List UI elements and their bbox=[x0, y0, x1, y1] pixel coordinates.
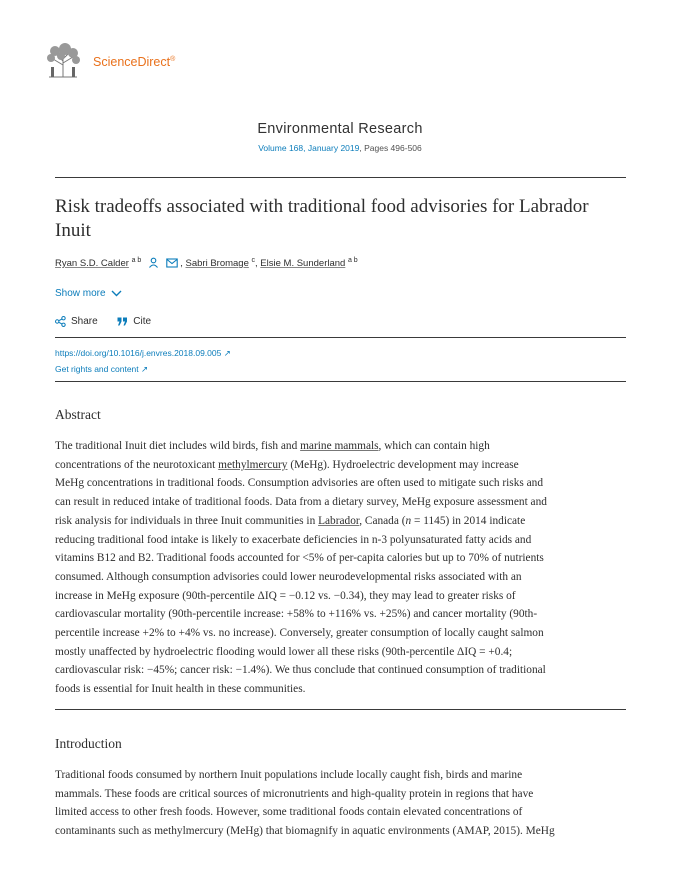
topic-link[interactable]: methylmercury bbox=[218, 458, 288, 471]
introduction-body bbox=[55, 766, 626, 841]
author-link[interactable]: Elsie M. Sunderland bbox=[260, 258, 346, 270]
abstract-heading: Abstract bbox=[55, 407, 101, 422]
abstract-line: cardiovascular mortality (90th-percentile increase: +58% to +116% vs. +25%) and cancer mortality (90th- bbox=[55, 608, 538, 621]
abstract-line: reducing traditional food intake is likely to exacerbate deficiencies in n-3 polyunsaturated fatty acids and bbox=[55, 533, 532, 546]
elsevier-logo[interactable] bbox=[43, 43, 83, 78]
abstract-line: The traditional Inuit diet includes wild birds, fish and marine mammals, which can contain high bbox=[55, 440, 490, 452]
abstract-line: foods is essential for Inuit health in these communities. bbox=[55, 683, 306, 696]
author-affiliation[interactable]: a b bbox=[131, 257, 142, 264]
author-affiliation[interactable]: a b bbox=[347, 257, 358, 264]
topic-link[interactable]: marine mammals bbox=[300, 440, 379, 452]
envelope-icon[interactable] bbox=[166, 258, 178, 268]
divider bbox=[55, 177, 626, 178]
divider bbox=[55, 709, 626, 710]
abstract-line: can result in reduced intake of traditional foods. Data from a dietary survey, MeHg exposure assessment and bbox=[55, 496, 547, 509]
divider bbox=[55, 381, 626, 382]
person-icon[interactable] bbox=[148, 257, 159, 268]
author-link[interactable]: Sabri Bromage bbox=[185, 258, 249, 270]
show-more-button[interactable]: Show more bbox=[55, 288, 122, 299]
intro-line: limited access to other fresh foods. However, some traditional foods contain elevated concentrations of bbox=[55, 806, 523, 819]
article-links bbox=[55, 345, 231, 377]
introduction-heading: Introduction bbox=[55, 736, 122, 751]
share-button[interactable]: Share bbox=[55, 316, 98, 327]
chevron-down-icon bbox=[111, 290, 122, 297]
share-icon bbox=[55, 316, 66, 327]
topic-link[interactable]: Labrador bbox=[318, 514, 360, 527]
abstract-line: consumed. Although consumption advisories could lower neurodevelopmental risks associated with an bbox=[55, 570, 522, 583]
abstract-line: percentile increase +2% to +4% vs. no increase). Conversely, greater consumption of locally caught salmon bbox=[55, 627, 544, 640]
abstract-body bbox=[55, 437, 626, 699]
abstract-line: concentrations of the neurotoxicant methylmercury (MeHg). Hydroelectric development may increase bbox=[55, 458, 519, 471]
intro-line: mammals. These foods are critical sources of micronutrients and high-quality protein in regions that have bbox=[55, 787, 534, 800]
intro-line: contaminants such as methylmercury (MeHg) that biomagnify in aquatic environments (AMAP, 2015). MeHg bbox=[55, 825, 555, 838]
article-actions bbox=[55, 316, 151, 327]
intro-line: Traditional foods consumed by northern Inuit populations include locally caught fish, birds and marine bbox=[55, 769, 523, 781]
rights-link[interactable]: Get rights and content ↗ bbox=[55, 364, 149, 374]
abstract-line: increase in MeHg exposure (90th-percentile ΔIQ = −0.12 vs. −0.34), they may lead to greater risks of bbox=[55, 589, 516, 602]
journal-name[interactable]: Environmental Research bbox=[257, 121, 423, 137]
sciencedirect-brand[interactable]: ScienceDirect® bbox=[93, 55, 176, 69]
author-link[interactable]: Ryan S.D. Calder bbox=[55, 258, 129, 270]
divider bbox=[55, 337, 626, 338]
abstract-line: risk analysis for individuals in three Inuit communities in Labrador, Canada (n = 1145) in 2014 indicate bbox=[55, 514, 526, 527]
author-list: Ryan S.D. Calder $^{a b}$ , Sabri Bromage $^c$, Elsie M. Sunderland $^{a b}$ bbox=[55, 257, 358, 270]
article-title: Risk tradeoffs associated with traditional food advisories for Labrador Inuit bbox=[55, 196, 589, 241]
abstract-line: cardiovascular risk: −45%; cancer risk: −1.4%). We thus conclude that continued consumption of traditional bbox=[55, 664, 546, 677]
journal-volume bbox=[0, 143, 680, 153]
abstract-line: vitamins B12 and B2. Traditional foods accounted for <5% of per-capita calories but up to 70% of nutrients bbox=[55, 552, 544, 565]
abstract-line: MeHg concentrations in traditional foods. Consumption advisories are often used to mitigate such risks and bbox=[55, 477, 544, 490]
pages-text: , Pages 496-506 bbox=[359, 143, 422, 153]
volume-link[interactable]: Volume 168, January 2019 bbox=[258, 143, 360, 153]
author-affiliation[interactable]: c bbox=[251, 257, 256, 264]
external-link-icon: ↗ bbox=[223, 348, 231, 358]
cite-button[interactable]: Cite bbox=[117, 316, 151, 327]
doi-link[interactable]: https://doi.org/10.1016/j.envres.2018.09.005 ↗ bbox=[55, 348, 231, 358]
quote-icon bbox=[117, 317, 128, 326]
abstract-line: mostly unaffected by hydroelectric flooding would lower all these risks (90th-percentile ΔIQ = +0.4; bbox=[55, 645, 513, 658]
external-link-icon: ↗ bbox=[141, 364, 149, 374]
